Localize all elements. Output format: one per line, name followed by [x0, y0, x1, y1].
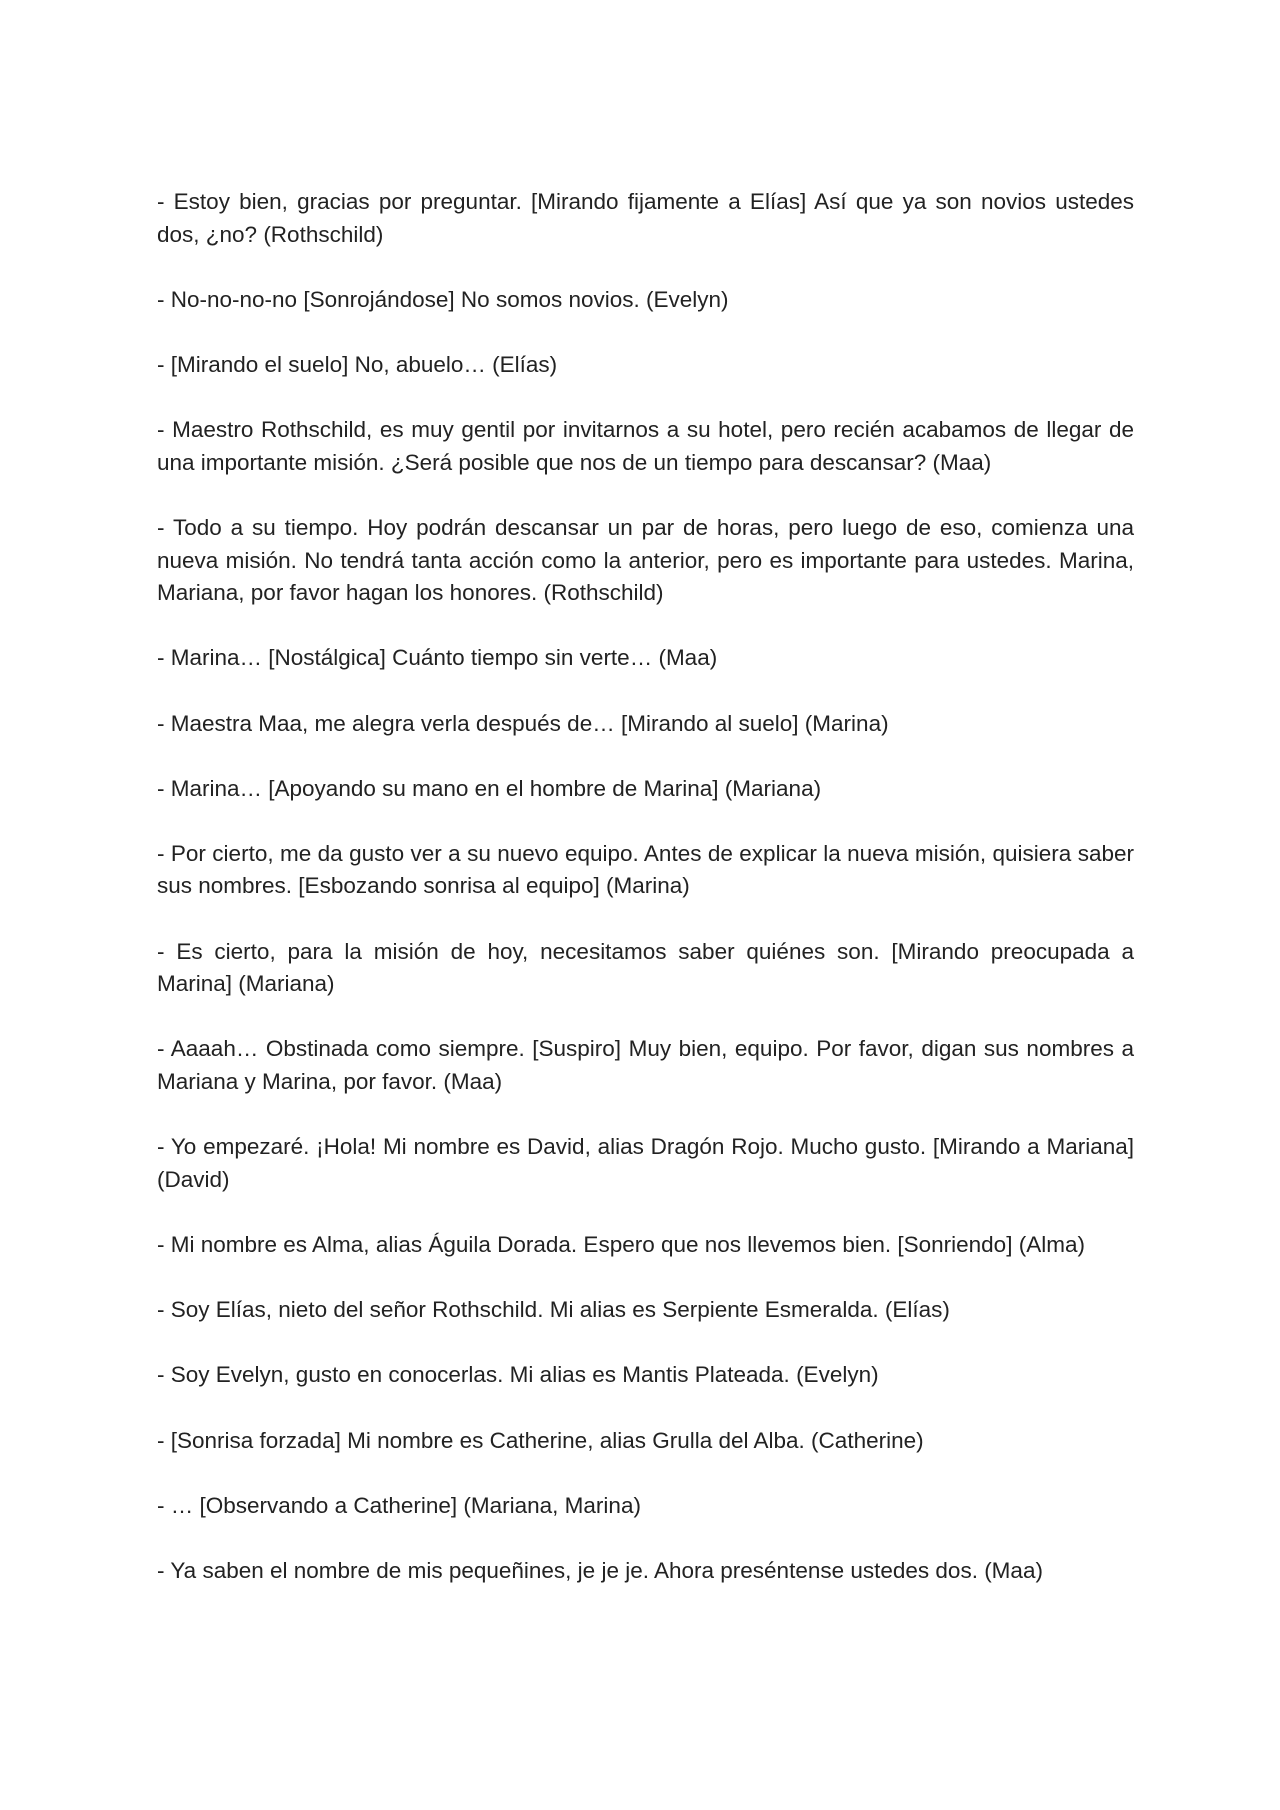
dialogue-line: - [Mirando el suelo] No, abuelo… (Elías): [157, 351, 558, 377]
dialogue-line: - … [Observando a Catherine] (Mariana, Marina): [157, 1492, 641, 1518]
dialogue-line: - Ya saben el nombre de mis pequeñines, je je je. Ahora preséntense ustedes dos. (Maa): [157, 1557, 1043, 1583]
dialogue-line: - Es cierto, para la misión de hoy, necesitamos saber quiénes son. [Mirando preocupada a Marina] (Mariana): [157, 938, 1134, 997]
dialogue-line: - [Sonrisa forzada] Mi nombre es Catherine, alias Grulla del Alba. (Catherine): [157, 1427, 924, 1453]
document-body: [157, 186, 1134, 1620]
dialogue-line: - Por cierto, me da gusto ver a su nuevo equipo. Antes de explicar la nueva misión, quisiera saber sus nombres. [Esbozando sonrisa al equipo] (Marina): [157, 840, 1134, 899]
dialogue-line: - Maestro Rothschild, es muy gentil por invitarnos a su hotel, pero recién acabamos de llegar de una importante misión. ¿Será posible que nos de un tiempo para descansar? (Maa): [157, 417, 1134, 475]
dialogue-line: - Estoy bien, gracias por preguntar. [Mirando fijamente a Elías] Así que ya son novios ustedes dos, ¿no? (Rothschild): [157, 189, 1134, 247]
dialogue-line: - Marina… [Apoyando su mano en el hombre de Marina] (Mariana): [157, 775, 822, 801]
dialogue-line: - Marina… [Nostálgica] Cuánto tiempo sin verte… (Maa): [157, 645, 718, 671]
dialogue-line: - Aaaah… Obstinada como siempre. [Suspiro] Muy bien, equipo. Por favor, digan sus nombres a Mariana y Marina, por favor. (Maa): [157, 1036, 1134, 1095]
dialogue-line: - Soy Elías, nieto del señor Rothschild. Mi alias es Serpiente Esmeralda. (Elías): [157, 1297, 950, 1323]
dialogue-line: - Mi nombre es Alma, alias Águila Dorada. Espero que nos llevemos bien. [Sonriendo] (Alma): [157, 1232, 1085, 1257]
dialogue-line: - Yo empezaré. ¡Hola! Mi nombre es David, alias Dragón Rojo. Mucho gusto. [Mirando a Mariana] (David): [157, 1134, 1134, 1192]
dialogue-line: - Todo a su tiempo. Hoy podrán descansar un par de horas, pero luego de eso, comienza una nueva misión. No tendrá tanta acción como la anterior, pero es importante para ustedes. Marina, Mariana, por favor hagan los honores. (Rothschild): [157, 514, 1134, 606]
dialogue-line: - Maestra Maa, me alegra verla después de… [Mirando al suelo] (Marina): [157, 710, 889, 736]
dialogue-line: - No-no-no-no [Sonrojándose] No somos novios. (Evelyn): [157, 286, 729, 312]
dialogue-line: - Soy Evelyn, gusto en conocerlas. Mi alias es Mantis Plateada. (Evelyn): [157, 1362, 879, 1388]
